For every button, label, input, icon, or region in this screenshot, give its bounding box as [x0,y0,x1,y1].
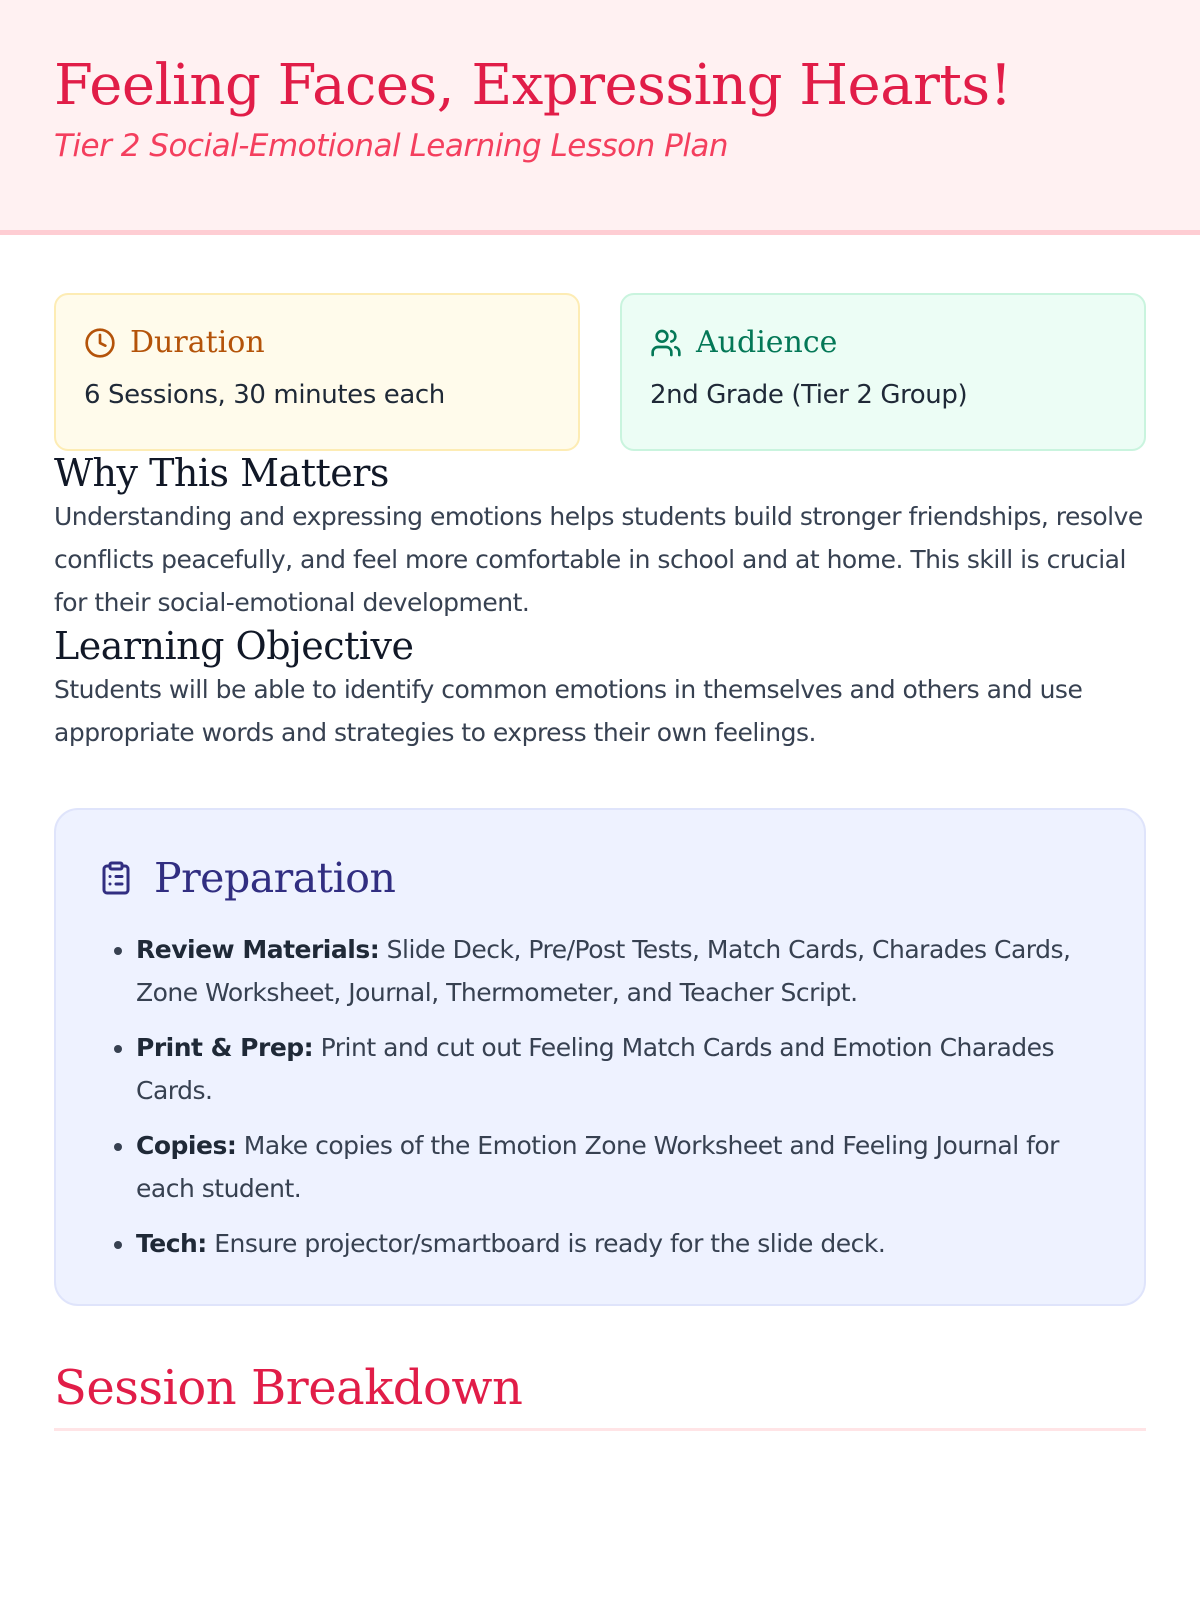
duration-card [54,293,580,451]
item-text: Make copies of the Emotion Zone Worksheet and Feeling Journal for each student. [136,1131,1059,1203]
why-heading: Why This Matters [54,451,389,495]
users-icon [650,327,682,359]
clock-icon [84,327,116,359]
objective-text: Students will be able to identify common emotions in themselves and others and use appropriate words and strategies to express their own feelings. [54,675,1083,747]
preparation-list [98,928,1100,1265]
info-cards [54,293,1146,451]
item-label: Review Materials: [136,935,380,964]
page-header [0,0,1200,235]
audience-card-title: Audience [696,325,838,360]
page-subtitle: Tier 2 Social-Emotional Learning Lesson Plan [54,128,729,164]
page-title: Feeling Faces, Expressing Hearts! [54,53,1012,118]
item-text: Slide Deck, Pre/Post Tests, Match Cards, Charades Cards, Zone Worksheet, Journal, Thermometer, and Teacher Script. [136,935,1071,1007]
duration-card-header [84,325,550,360]
item-text: Ensure projector/smartboard is ready for the slide deck. [206,1229,886,1258]
list-item [136,1124,1100,1210]
audience-card-value: 2nd Grade (Tier 2 Group) [650,380,968,410]
list-item [136,928,1100,1014]
list-item [136,1026,1100,1112]
preparation-header [98,854,1100,902]
item-label: Copies: [136,1131,237,1160]
list-item [136,1222,1100,1265]
objective-heading: Learning Objective [54,624,414,668]
audience-card [620,293,1146,451]
item-text: Print and cut out Feeling Match Cards and Emotion Charades Cards. [136,1033,1055,1105]
preparation-panel [54,808,1146,1306]
duration-card-title: Duration [130,325,265,360]
duration-card-value: 6 Sessions, 30 minutes each [84,380,445,410]
clipboard-icon [98,858,134,898]
item-label: Tech: [136,1229,207,1258]
preparation-heading: Preparation [154,854,396,902]
why-text: Understanding and expressing emotions helps students build stronger friendships, resolve conflicts peacefully, and feel more comfortable in school and at home. This skill is crucial for their social-emotional development. [54,502,1143,617]
session-breakdown-heading: Session Breakdown [54,1360,1146,1431]
item-label: Print & Prep: [136,1033,314,1062]
main-content [0,293,1200,1431]
audience-card-header [650,325,1116,360]
